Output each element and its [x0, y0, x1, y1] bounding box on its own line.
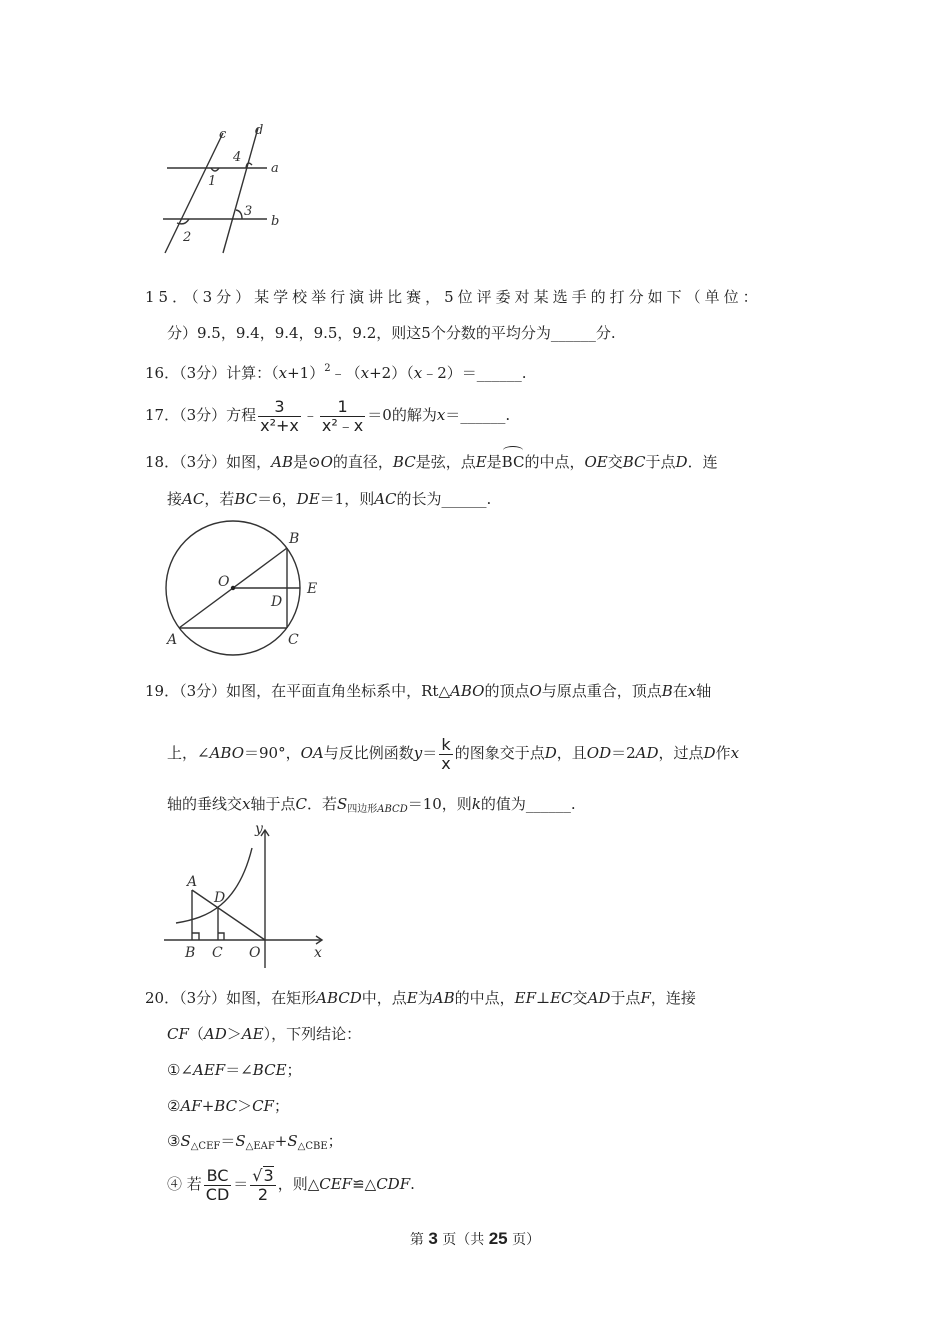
conclusion-4: ④ 若 $\frac{BC}{CD}$ ＝ $\frac{√3}{2}$ ，则△CEF≌△CDF. — [167, 1165, 415, 1204]
label-O: O — [249, 945, 261, 961]
fraction-bc-cd: $\frac{BC}{CD}$ — [205, 1165, 230, 1204]
circle-figure — [160, 520, 330, 660]
question-20-line-2: CF（AD＞AE），下列结论： — [167, 1025, 362, 1043]
label-O: O — [218, 574, 230, 590]
conclusion-3: $③S_{\triangle CEF}=S_{\triangle EAF}+S_{\triangle CBE}$； — [167, 1132, 343, 1152]
label-3: 3 — [244, 204, 253, 219]
label-C: C — [212, 945, 223, 961]
question-16: 16．（3分）计算：$(x+1)^2﹣(x+2)(x﹣2)=\_\_\_\_\_\_$. — [145, 363, 527, 382]
q15-end: 分. — [595, 324, 616, 342]
label-c: c — [219, 127, 227, 142]
arc-bc: BC — [501, 453, 525, 471]
fraction-sqrt3-over-2: $\frac{√3}{2}$ — [252, 1166, 274, 1204]
conclusion-1: ①∠AEF＝∠BCE； — [167, 1061, 302, 1079]
question-15-line-2 — [167, 322, 616, 344]
label-B: B — [289, 531, 300, 547]
label-A: A — [187, 874, 198, 890]
question-19-line-2: 上，∠ABO＝90°，OA与反比例函数y＝ $\frac{k}{x}$ 的图象交于点D，且OD＝2AD，过点D作x — [167, 734, 740, 773]
label-C: C — [288, 632, 299, 648]
fraction-k-over-x: $\frac{k}{x}$ — [441, 734, 451, 773]
label-y: y — [255, 821, 263, 837]
coordinate-figure — [158, 820, 338, 970]
label-b: b — [271, 214, 280, 229]
fraction-2: $\frac{1}{\text{x²﹣x}}$ — [321, 396, 364, 435]
label-D: D — [271, 594, 283, 610]
label-d: d — [255, 123, 264, 138]
label-a: a — [271, 161, 279, 176]
question-19-line-3: 轴的垂线交x轴于点C．若$S_{四边形ABCD}=10$，则k的值为______. — [167, 795, 576, 815]
total-pages: 25 — [488, 1229, 508, 1248]
parallel-lines-figure — [155, 118, 295, 258]
question-15-line-1: 15．（3分）某学校举行演讲比赛，5位评委对某选手的打分如下（单位： — [145, 288, 762, 306]
label-1: 1 — [208, 174, 217, 189]
label-B: B — [185, 945, 196, 961]
question-18-line-1: 18．（3分）如图，AB是⊙O的直径，BC是弦，点E是BC的中点，OE交BC于点D．连 — [145, 453, 718, 471]
label-2: 2 — [183, 230, 192, 245]
label-4: 4 — [233, 150, 242, 165]
label-A: A — [167, 632, 178, 648]
page-footer: 第 3 页（共 25 页） — [409, 1229, 541, 1248]
question-20-line-1: 20．（3分）如图，在矩形ABCD中，点E为AB的中点，EF⊥EC交AD于点F，连接 — [145, 989, 696, 1007]
q15-text: 分）9.5，9.4，9.4，9.5，9.2，则这5个分数的平均分为 — [167, 324, 551, 342]
conclusion-2: ②AF+BC＞CF； — [167, 1097, 289, 1115]
page-number: 3 — [428, 1229, 438, 1248]
fraction-1: $\frac{3}{\text{x²+x}}$ — [260, 396, 299, 435]
label-E: E — [307, 581, 318, 597]
answer-blank: ______ — [441, 490, 487, 508]
answer-blank: ______ — [476, 364, 522, 382]
question-18-line-2: 接AC，若BC＝6，DE＝1，则AC的长为______. — [167, 490, 492, 508]
answer-blank: ______ — [550, 324, 596, 342]
answer-blank: ______ — [525, 795, 571, 813]
question-17: 17．（3分）方程 $\frac{3}{\text{x²+x}}$ ﹣ $\frac{1}{\text{x²﹣x}}$ ＝0的解为x＝______. — [145, 396, 511, 435]
question-19-line-1: 19．（3分）如图，在平面直角坐标系中，Rt△ABO的顶点O与原点重合，顶点B在x轴 — [145, 682, 712, 700]
label-x: x — [314, 945, 322, 961]
label-D: D — [214, 890, 226, 906]
answer-blank: ______ — [460, 406, 506, 424]
